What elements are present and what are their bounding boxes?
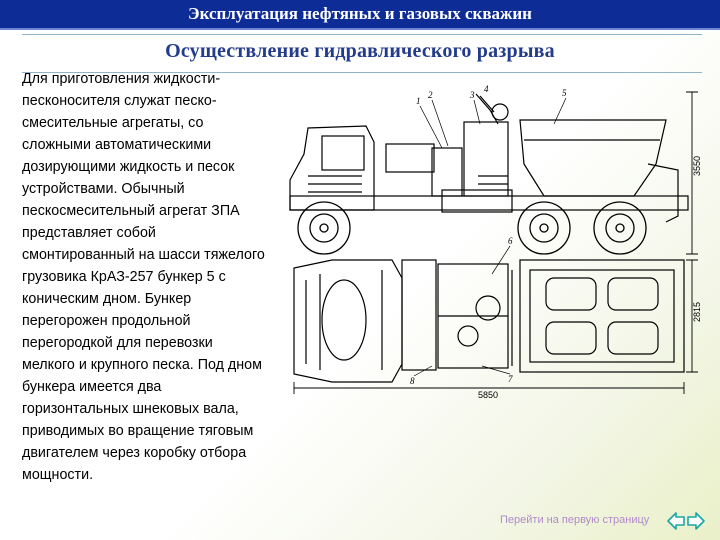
first-page-link[interactable]: Перейти на первую страницу bbox=[500, 514, 650, 526]
slide-title: Осуществление гидравлического разрыва bbox=[165, 40, 555, 62]
slide-header: Эксплуатация нефтяных и газовых скважин bbox=[0, 0, 720, 30]
body-text: Для приготовления жидкости-песконосителя служат песко-смесительные агрегаты, со сложными автоматическими дозирующими жидкость и песок устройствами. Обычный пескосмесительный агрегат ЗПА представляет собой смонтированный на шасси тяжелого грузовика КрАЗ-257 бункер 5 с коническим дном. Бункер перегорожен продольной перегородкой для перевозки мелкого и крупного песка. Под дном бункера имеется два горизонтальных шнековых вала, приводимых во вращение тяговым двигателем через коробку отбора мощности. bbox=[22, 71, 265, 483]
nav-arrows bbox=[666, 510, 706, 532]
callout-8: 8 bbox=[410, 376, 415, 386]
callout-2: 2 bbox=[428, 90, 433, 100]
arrow-left-icon[interactable] bbox=[668, 513, 684, 529]
top-divider bbox=[22, 34, 702, 35]
callout-6: 6 bbox=[508, 236, 513, 246]
arrow-right-icon[interactable] bbox=[688, 513, 704, 529]
length-dimension: 5850 bbox=[478, 390, 499, 400]
callout-4: 4 bbox=[484, 84, 489, 94]
callout-5: 5 bbox=[562, 88, 567, 98]
side-view bbox=[290, 92, 702, 254]
callout-3: 3 bbox=[470, 90, 475, 100]
callout-7: 7 bbox=[508, 374, 513, 384]
callout-1: 1 bbox=[416, 96, 421, 106]
truck-technical-drawing bbox=[282, 84, 704, 400]
top-view bbox=[294, 260, 702, 400]
height-dimension: 3550 bbox=[692, 155, 702, 176]
width-dimension: 2815 bbox=[692, 301, 702, 322]
